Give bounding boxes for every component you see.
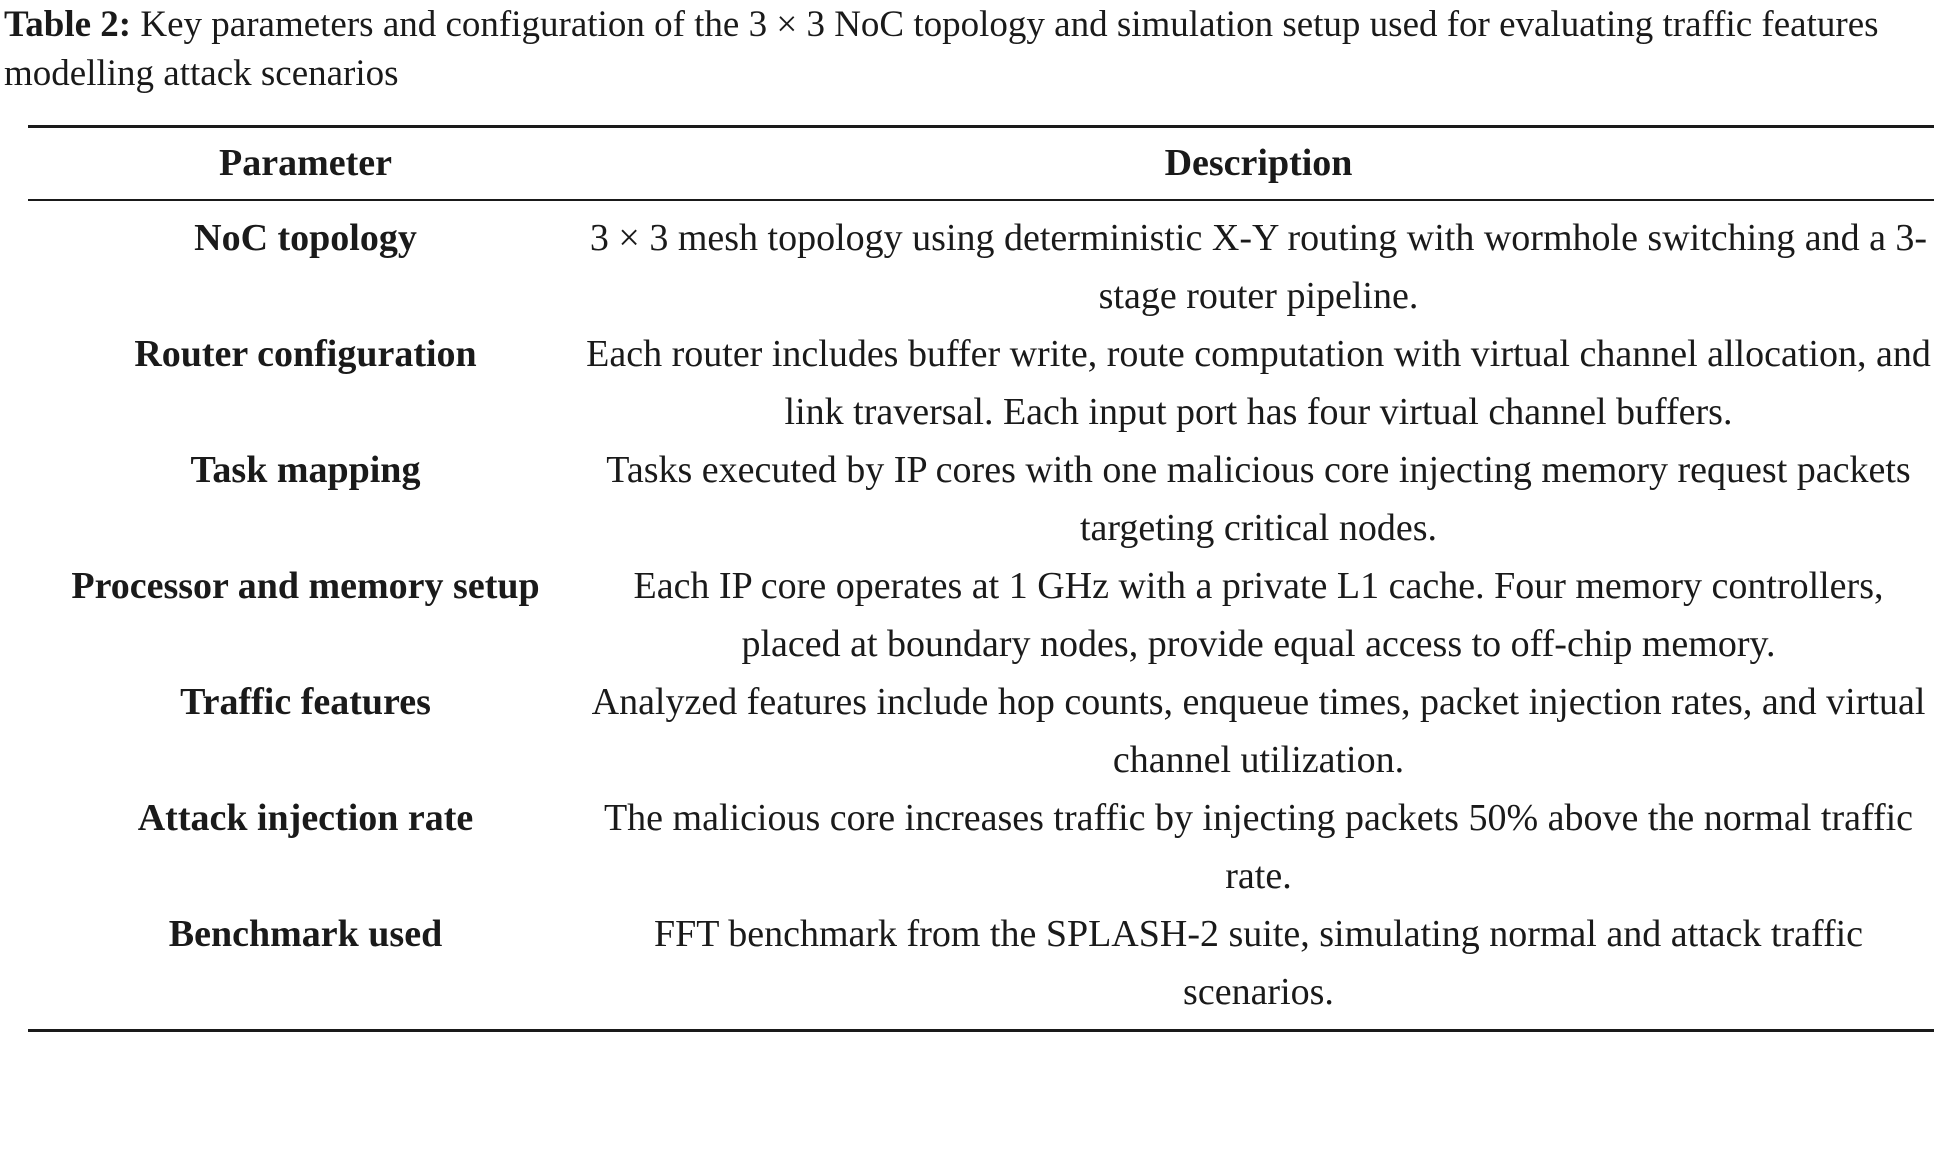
parameter-cell: Traffic features — [180, 681, 431, 723]
caption-label: Table 2: — [4, 4, 132, 45]
description-cell: Each IP core operates at 1 GHz with a private L1 cache. Four memory controllers, placed at boundary nodes, provide equal access to off-chip memory. — [633, 565, 1884, 665]
parameter-cell: Router configuration — [134, 333, 477, 375]
table-row — [28, 673, 1934, 789]
parameter-cell: Attack injection rate — [137, 797, 474, 839]
parameter-cell: Task mapping — [190, 449, 421, 491]
table-row — [28, 201, 1934, 325]
table-row — [28, 441, 1934, 557]
table-bottom-rule — [28, 1029, 1934, 1032]
caption-text: Key parameters and configuration of the 3 × 3 NoC topology and simulation setup used for evaluating traffic features modelling attack scenarios — [4, 4, 1879, 94]
parameter-cell: Benchmark used — [168, 913, 443, 955]
table-row — [28, 557, 1934, 673]
parameters-table — [28, 125, 1934, 1032]
table-row — [28, 789, 1934, 905]
table-row — [28, 325, 1934, 441]
description-cell: The malicious core increases traffic by injecting packets 50% above the normal traffic rate. — [603, 797, 1914, 897]
parameter-cell: NoC topology — [194, 217, 417, 259]
column-header-description: Description — [1164, 142, 1353, 184]
description-cell: 3 × 3 mesh topology using deterministic X-Y routing with wormhole switching and a 3-stage router pipeline. — [589, 217, 1928, 317]
description-cell: Tasks executed by IP cores with one malicious core injecting memory request packets targeting critical nodes. — [606, 449, 1911, 549]
parameter-cell: Processor and memory setup — [71, 565, 540, 607]
table-header-row — [28, 128, 1934, 199]
description-cell: Each router includes buffer write, route computation with virtual channel allocation, and link traversal. Each input port has four virtual channel buffers. — [586, 333, 1931, 433]
description-cell: FFT benchmark from the SPLASH-2 suite, simulating normal and attack traffic scenarios. — [653, 913, 1864, 1013]
table-row — [28, 905, 1934, 1029]
table-caption — [4, 0, 1954, 98]
column-header-parameter: Parameter — [219, 142, 392, 184]
description-cell: Analyzed features include hop counts, enqueue times, packet injection rates, and virtual channel utilization. — [591, 681, 1926, 781]
